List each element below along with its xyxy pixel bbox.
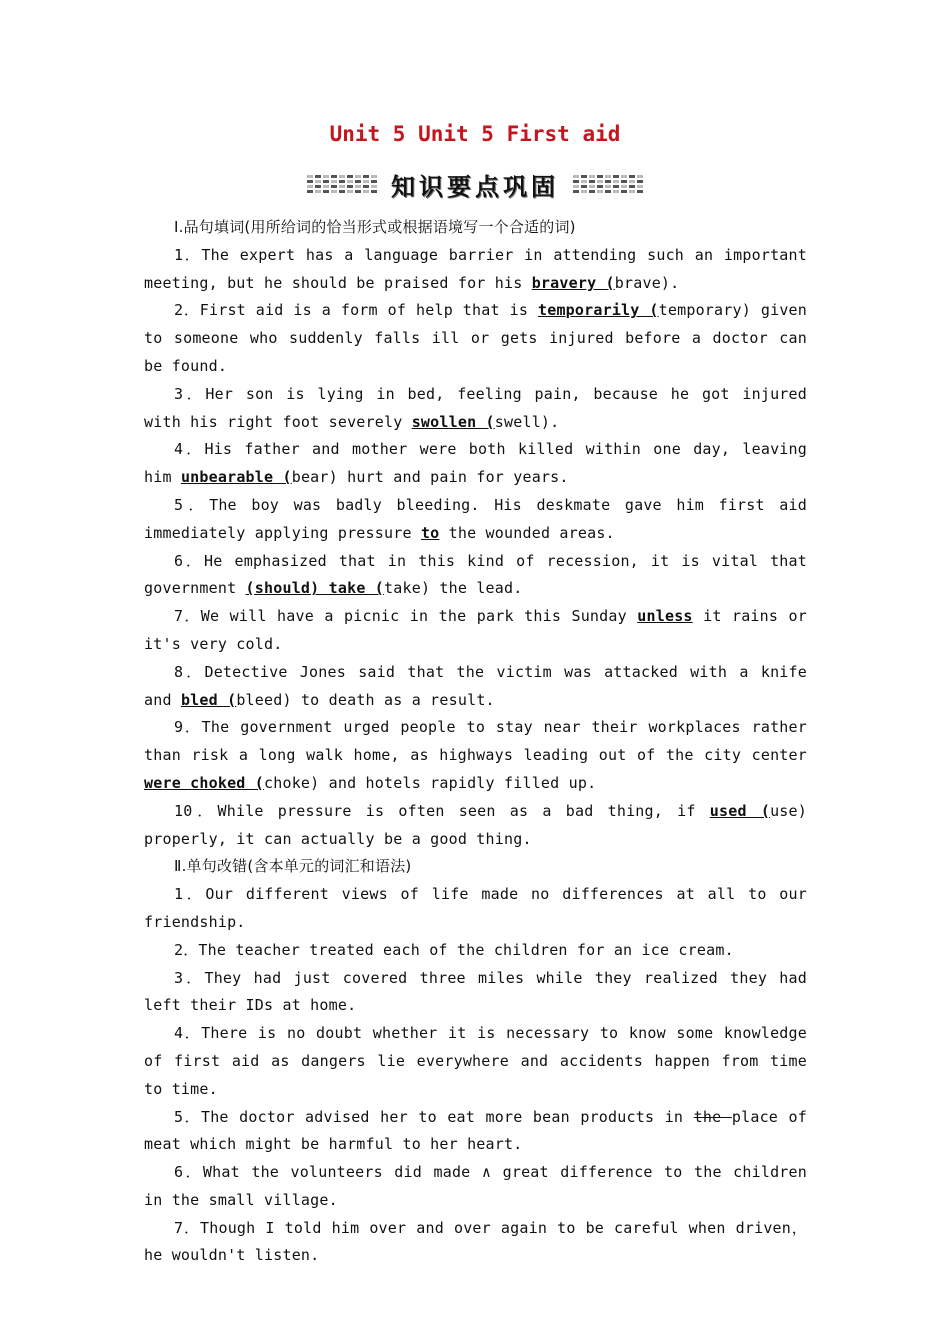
answer: were choked ( xyxy=(144,773,264,792)
answer: used ( xyxy=(709,801,771,820)
correction-item: 5．The doctor advised her to eat more bean products in the place of meat which might be harmful to her heart. xyxy=(144,1107,807,1154)
fill-item: 5．The boy was badly bleeding. His deskmate gave him first aid immediately applying pressure to the wounded areas. xyxy=(144,495,807,542)
deleted-word: the xyxy=(693,1107,732,1126)
fill-item: 7．We will have a picnic in the park this Sunday unless it rains or it's very cold. xyxy=(144,607,807,653)
fill-item: 6．He emphasized that in this kind of recession, it is vital that government (should) take (take) the lead. xyxy=(144,551,807,598)
fill-item: 8．Detective Jones said that the victim was attacked with a knife and bled (bleed) to death as a result. xyxy=(144,662,807,709)
answer: (should) take ( xyxy=(245,579,385,598)
section2-heading: Ⅱ.单句改错(含本单元的词汇和语法) xyxy=(174,857,412,876)
fill-item: 10．While pressure is often seen as a bad thing, if used (use) properly, it can actually be a good thing. xyxy=(144,801,807,848)
correction-item: 1．Our different views of life made no differences at all to our friendship. xyxy=(144,885,807,931)
fill-item: 2．First aid is a form of help that is temporarily (temporary) given to someone who suddenly falls ill or gets injured before a doctor can be found. xyxy=(144,301,808,375)
exercise-body xyxy=(144,214,807,1270)
answer: temporarily ( xyxy=(537,301,659,320)
answer: unbearable ( xyxy=(180,468,292,487)
fill-item: 3．Her son is lying in bed, feeling pain, because he got injured with his right foot severely swollen (swell). xyxy=(144,384,807,431)
banner-dots-left xyxy=(307,175,377,193)
correction-item: 2．The teacher treated each of the children for an ice cream. xyxy=(174,940,734,959)
answer: bled ( xyxy=(180,690,237,709)
page-title: Unit 5 Unit 5 First aid xyxy=(329,122,621,146)
correction-item: 3．They had just covered three miles while they realized they had left their IDs at home. xyxy=(144,968,807,1015)
answer: unless xyxy=(637,607,693,626)
answer: to xyxy=(420,523,440,542)
correction-item: 7．Though I told him over and over again to be careful when driven， he wouldn't listen. xyxy=(144,1218,807,1265)
fill-item: 1．The expert has a language barrier in attending such an important meeting, but he should be praised for his bravery (brave). xyxy=(144,245,807,292)
fill-item: 9．The government urged people to stay near their workplaces rather than risk a long walk home, as highways leading out of the city center were choked (choke) and hotels rapidly filled up. xyxy=(144,718,807,792)
banner-dots-right xyxy=(573,175,643,193)
fill-item: 4．His father and mother were both killed within one day, leaving him unbearable (bear) hurt and pain for years. xyxy=(144,440,807,487)
correction-item: 6．What the volunteers did made ∧ great difference to the children in the small village. xyxy=(144,1163,807,1209)
banner-title: 知识要点巩固 xyxy=(391,172,559,201)
correction-item: 4．There is no doubt whether it is necessary to know some knowledge of first aid as dangers lie everywhere and accidents happen from time to time. xyxy=(144,1024,807,1098)
answer: bravery ( xyxy=(531,273,615,292)
section-banner xyxy=(0,167,950,201)
answer: swollen ( xyxy=(411,412,495,431)
section1-heading: Ⅰ.品句填词(用所给词的恰当形式或根据语境写一个合适的词) xyxy=(174,218,576,236)
